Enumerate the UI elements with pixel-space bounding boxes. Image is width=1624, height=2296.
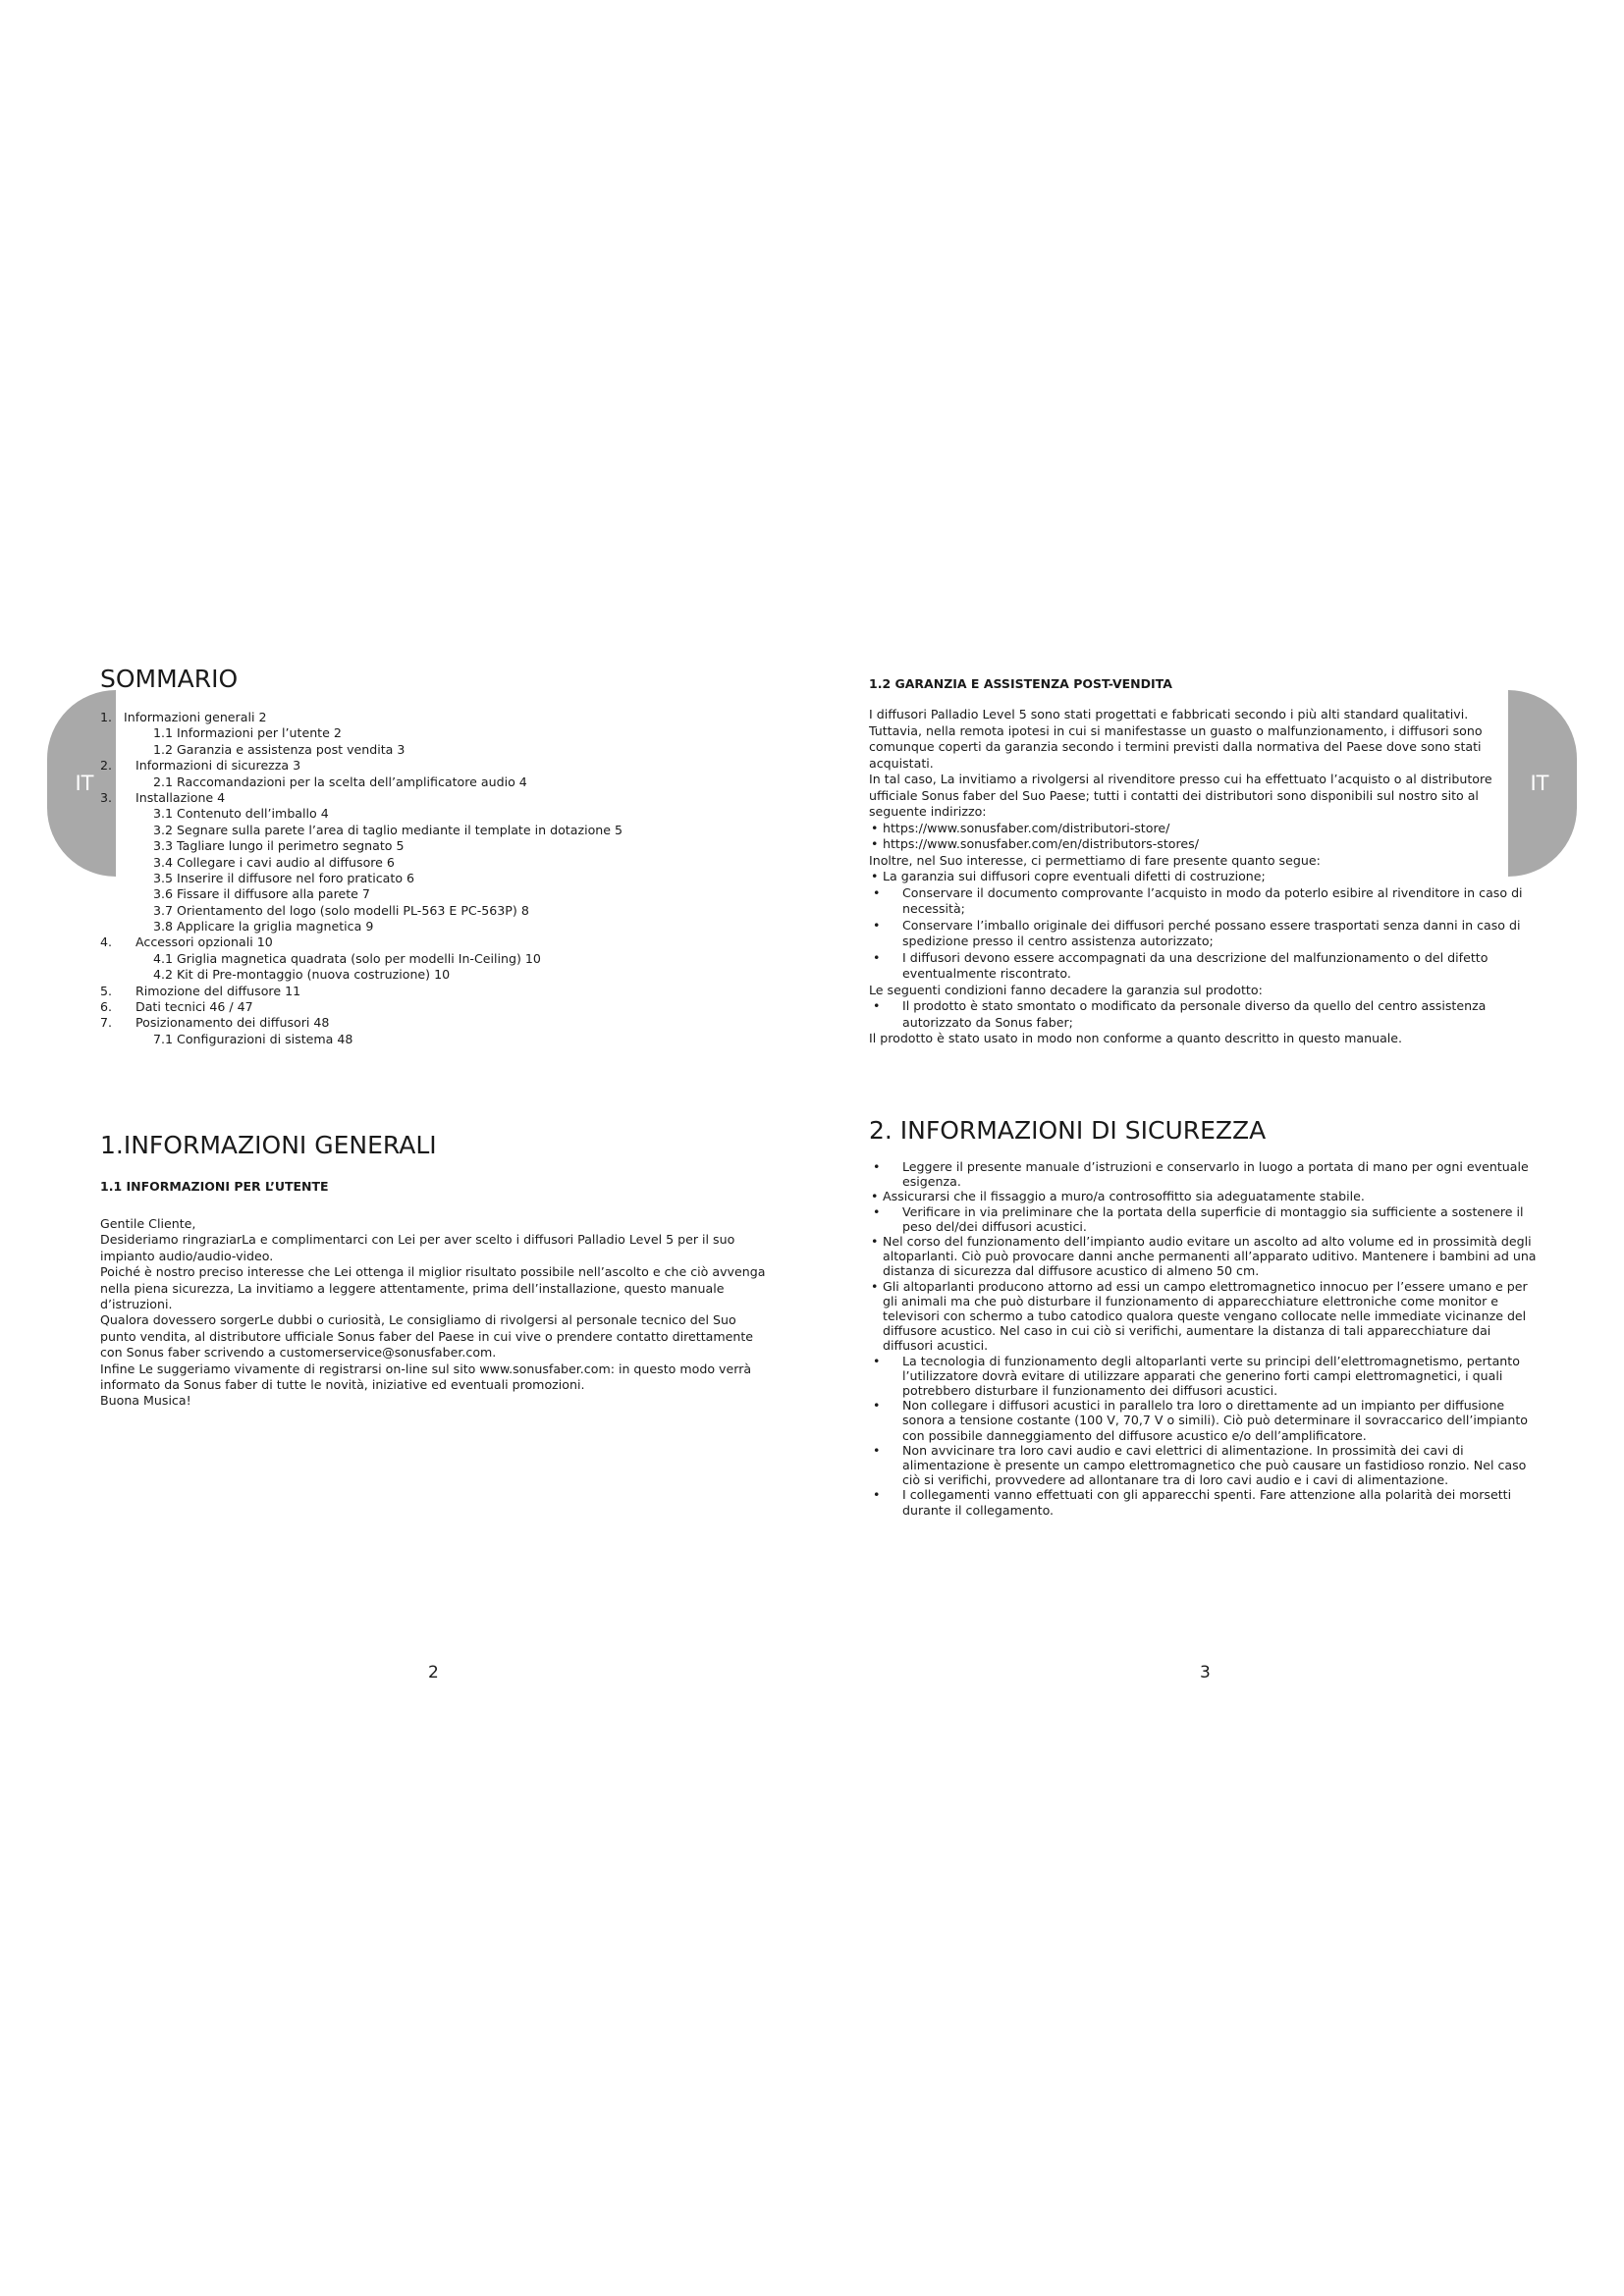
toc-entry xyxy=(98,742,776,758)
paragraph: Poiché è nostro preciso interesse che Lei ottenga il miglior risultato possibile nell’ascolto e che ciò avvenga nella piena sicurezza, La invitiamo a leggere attentamente, prima dell’installazione, questo manuale d’istruzioni. xyxy=(100,1264,766,1312)
toc-entry-text: Informazioni di sicurezza 3 xyxy=(135,758,301,774)
list-item: • I collegamenti vanno effettuati con gli apparecchi spenti. Fare attenzione alla polarità dei morsetti durante il collegamento. xyxy=(869,1487,1537,1517)
toc-entry-text: Informazioni generali 2 xyxy=(124,710,267,724)
toc-entry-text: Posizionamento dei diffusori 48 xyxy=(135,1015,330,1031)
toc-entry-number: 5. xyxy=(100,983,113,998)
toc-entry-text: Dati tecnici 46 / 47 xyxy=(135,999,253,1015)
toc-entry-text: 7.1 Configurazioni di sistema 48 xyxy=(153,1031,353,1046)
list-item: • I diffusori devono essere accompagnati da una descrizione del malfunzionamento o del difetto eventualmente riscontrato. xyxy=(869,950,1537,983)
toc-entry xyxy=(98,871,776,886)
toc-entry-number: 1. xyxy=(100,710,113,724)
safety-list xyxy=(869,1159,1537,1518)
warranty-text xyxy=(869,707,1537,1047)
paragraph: Le seguenti condizioni fanno decadere la garanzia sul prodotto: xyxy=(869,982,1263,997)
toc-entry-text: 3.6 Fissare il diffusore alla parete 7 xyxy=(153,886,370,902)
toc-entry xyxy=(98,984,776,999)
toc-entry-text: 3.3 Tagliare lungo il perimetro segnato 5 xyxy=(153,838,405,854)
list-item: • Leggere il presente manuale d’istruzioni e conservarlo in luogo a portata di mano per ogni eventuale esigenza. xyxy=(869,1159,1537,1189)
list-item: • https://www.sonusfaber.com/distributori-store/ xyxy=(869,821,1537,837)
toc-entry xyxy=(98,823,776,838)
toc-entry xyxy=(98,838,776,854)
toc-entry-number: 6. xyxy=(100,999,113,1015)
toc-entry-text: 4.1 Griglia magnetica quadrata (solo per modelli In-Ceiling) 10 xyxy=(153,950,541,966)
table-of-contents xyxy=(98,710,776,1047)
toc-entry xyxy=(98,806,776,822)
section-title-safety: 2. INFORMAZIONI DI SICUREZZA xyxy=(869,1116,1267,1145)
paragraph: Gentile Cliente, xyxy=(100,1216,196,1231)
toc-entry xyxy=(98,951,776,967)
toc-entry-number: 2. xyxy=(100,758,113,774)
toc-entry xyxy=(98,725,776,741)
toc-entry-number: 4. xyxy=(100,934,113,950)
subsection-title-user-info: 1.1 INFORMAZIONI PER L’UTENTE xyxy=(100,1179,329,1194)
list-item: • Conservare l’imballo originale dei diffusori perché possano essere trasportati senza danni in caso di spedizione presso il centro assistenza autorizzato; xyxy=(869,918,1537,950)
toc-entry-text: 1.1 Informazioni per l’utente 2 xyxy=(153,725,342,741)
list-item: • La tecnologia di funzionamento degli altoparlanti verte su principi dell’elettromagnetismo, pertanto l’utilizzatore dovrà evitare di utilizzare apparati che generino forti campi elettromagnetici, i quali potrebbero disturbare il funzionamento dei diffusori acustici. xyxy=(869,1354,1537,1399)
toc-entry xyxy=(98,1032,776,1047)
toc-entry-text: 3.1 Contenuto dell’imballo 4 xyxy=(153,806,329,822)
toc-entry xyxy=(98,710,776,725)
paragraph: In tal caso, La invitiamo a rivolgersi al rivenditore presso cui ha effettuato l’acquisto o al distributore ufficiale Sonus faber del Suo Paese; tutti i contatti dei distributori sono disponibili sul nostro sito al seguente indirizzo: xyxy=(869,772,1492,819)
subsection-title-warranty: 1.2 GARANZIA E ASSISTENZA POST-VENDITA xyxy=(869,676,1172,691)
toc-entry-text: 3.5 Inserire il diffusore nel foro praticato 6 xyxy=(153,870,415,885)
list-item: • Non avvicinare tra loro cavi audio e cavi elettrici di alimentazione. In prossimità dei cavi di alimentazione è presente un campo elettromagnetico che può causare un fastidioso ronzio. Nel caso ciò si verifichi, provvedere ad allontanare tra di loro cavi audio e i cavi di alimentazione. xyxy=(869,1443,1537,1488)
section-title-general-info: 1.INFORMAZIONI GENERALI xyxy=(100,1131,437,1159)
list-item: • Conservare il documento comprovante l’acquisto in modo da poterlo esibire al rivenditore in caso di necessità; xyxy=(869,885,1537,918)
toc-entry xyxy=(98,999,776,1015)
toc-entry-number: 7. xyxy=(100,1015,113,1031)
toc-entry xyxy=(98,855,776,871)
toc-entry xyxy=(98,758,776,774)
list-item: • Verificare in via preliminare che la portata della superficie di montaggio sia sufficiente a sostenere il peso del/dei diffusori acustici. xyxy=(869,1204,1537,1234)
list-item: • Il prodotto è stato smontato o modificato da personale diverso da quello del centro assistenza autorizzato da Sonus faber; xyxy=(869,998,1537,1031)
paragraph: I diffusori Palladio Level 5 sono stati progettati e fabbricati secondo i più alti standard qualitativi. xyxy=(869,707,1469,721)
toc-entry-text: 1.2 Garanzia e assistenza post vendita 3 xyxy=(153,741,406,757)
paragraph: Tuttavia, nella remota ipotesi in cui si manifestasse un guasto o malfunzionamento, i diffusori sono comunque coperti da garanzia secondo i termini previsti dalla normativa del Paese dove sono stati acquistati. xyxy=(869,722,1483,771)
page-number-left: 2 xyxy=(428,1663,439,1682)
toc-entry-text: 3.4 Collegare i cavi audio al diffusore 6 xyxy=(153,854,395,870)
paragraph: Il prodotto è stato usato in modo non conforme a quanto descritto in questo manuale. xyxy=(869,1031,1403,1045)
toc-entry-text: 2.1 Raccomandazioni per la scelta dell’amplificatore audio 4 xyxy=(153,774,527,789)
toc-entry-text: 3.2 Segnare sulla parete l’area di taglio mediante il template in dotazione 5 xyxy=(153,822,623,837)
toc-entry xyxy=(98,1015,776,1031)
toc-entry-text: Accessori opzionali 10 xyxy=(135,934,273,950)
language-tab-label: IT xyxy=(1530,772,1549,795)
paragraph: Qualora dovessero sorgerLe dubbi o curiosità, Le consigliamo di rivolgersi al personale tecnico del Suo punto vendita, al distributore ufficiale Sonus faber del Paese in cui vive o prendere contatto direttamente con Sonus faber scrivendo a customerservice@sonusfaber.com. xyxy=(100,1312,754,1361)
list-item: • La garanzia sui diffusori copre eventuali difetti di costruzione; xyxy=(869,869,1537,885)
paragraph: Desideriamo ringraziarLa e complimentarci con Lei per aver scelto i diffusori Palladio Level 5 per il suo impianto audio/audio-video. xyxy=(100,1232,735,1263)
toc-entry-text: 3.8 Applicare la griglia magnetica 9 xyxy=(153,919,374,934)
toc-entry-number: 3. xyxy=(100,789,113,805)
list-item: • Assicurarsi che il fissaggio a muro/a controsoffitto sia adeguatamente stabile. xyxy=(869,1189,1537,1203)
toc-entry xyxy=(98,919,776,934)
page-number-right: 3 xyxy=(1200,1663,1211,1682)
toc-entry-text: Rimozione del diffusore 11 xyxy=(135,983,301,998)
language-tab-label: IT xyxy=(75,772,94,795)
toc-title: SOMMARIO xyxy=(100,665,239,693)
list-item: • Gli altoparlanti producono attorno ad essi un campo elettromagnetico innocuo per l’essere umano e per gli animali ma che può disturbare il funzionamento di apparecchiature elettroniche come monitor e televisori con schermo a tubo catodico qualora queste vengano collocate nelle immediate vicinanze del diffusore acustico. Nel caso in cui ciò si verifichi, aumentare la distanza di tali apparecchiature dai diffusori acustici. xyxy=(869,1279,1537,1354)
list-item: • Nel corso del funzionamento dell’impianto audio evitare un ascolto ad alto volume ed in prossimità degli altoparlanti. Ciò può provocare danni anche permanenti all’apparato uditivo. Mantenere i bambini ad una distanza di sicurezza dal diffusore acustico di almeno 50 cm. xyxy=(869,1234,1537,1279)
list-item: • Non collegare i diffusori acustici in parallelo tra loro o direttamente ad un impianto per diffusione sonora a tensione costante (100 V, 70,7 V o simili). Ciò può determinare il sovraccarico dell’impianto con possibile danneggiamento del diffusore acustico e/o dell’amplificatore. xyxy=(869,1398,1537,1443)
toc-entry-text: 4.2 Kit di Pre-montaggio (nuova costruzione) 10 xyxy=(153,967,451,983)
paragraph: Inoltre, nel Suo interesse, ci permettiamo di fare presente quanto segue: xyxy=(869,852,1321,868)
user-info-text xyxy=(100,1216,774,1410)
toc-entry xyxy=(98,934,776,950)
toc-entry xyxy=(98,967,776,983)
toc-entry-text: 3.7 Orientamento del logo (solo modelli PL-563 E PC-563P) 8 xyxy=(153,902,529,918)
toc-entry xyxy=(98,886,776,902)
list-item: • https://www.sonusfaber.com/en/distributors-stores/ xyxy=(869,836,1537,853)
paragraph: Infine Le suggeriamo vivamente di registrarsi on-line sul sito www.sonusfaber.com: in questo modo verrà informato da Sonus faber di tutte le novità, iniziative ed eventuali promozioni. xyxy=(100,1361,752,1393)
paragraph: Buona Musica! xyxy=(100,1393,191,1409)
toc-entry xyxy=(98,903,776,919)
toc-entry xyxy=(98,774,776,790)
toc-entry xyxy=(98,790,776,806)
toc-entry-text: Installazione 4 xyxy=(135,789,226,805)
